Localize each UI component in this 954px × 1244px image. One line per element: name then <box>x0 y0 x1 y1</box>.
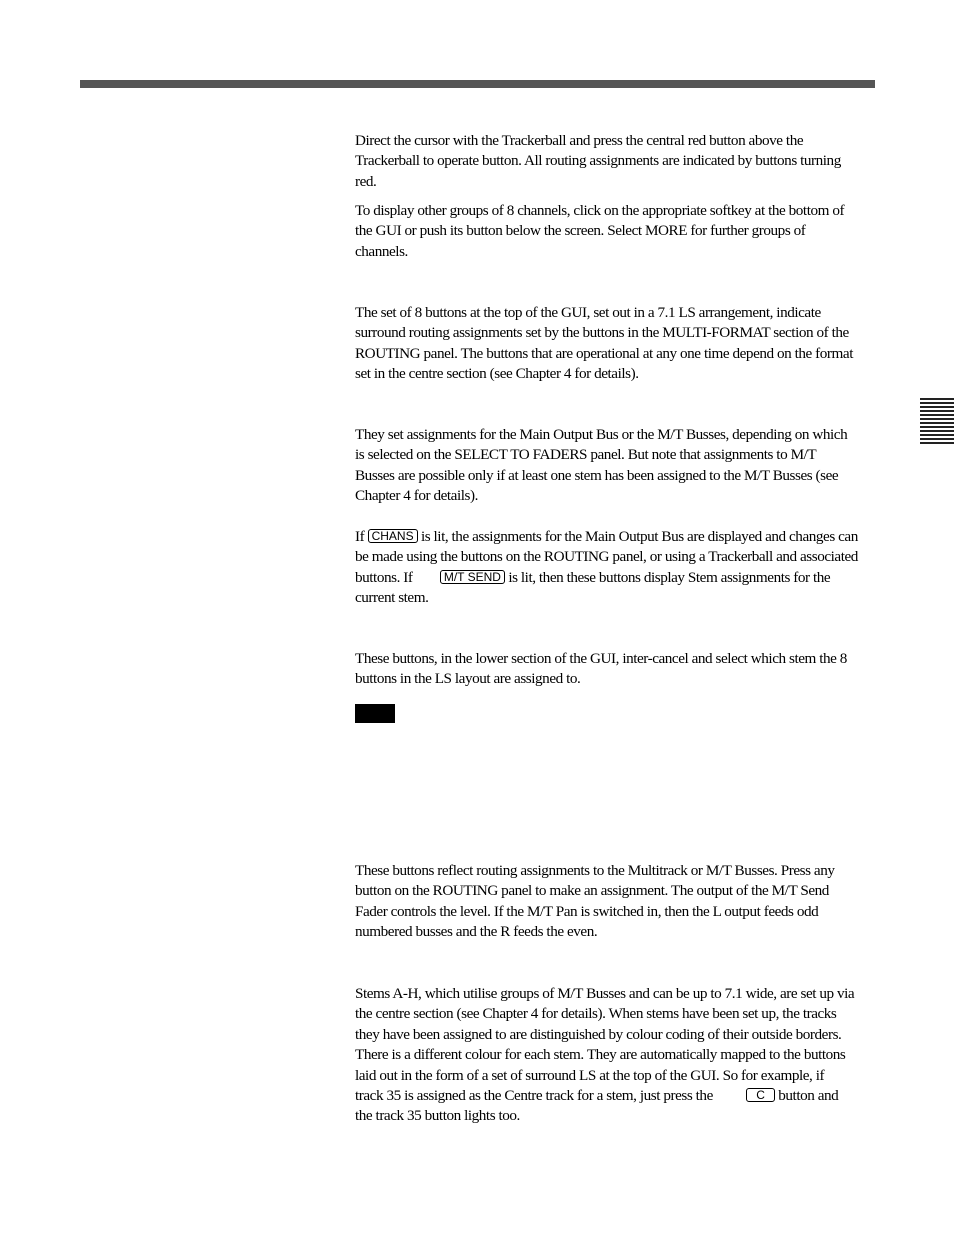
paragraph-text: They set assignments for the Main Output Bus or the M/T Busses, depending on which is selected on the SELECT TO FADERS panel. But note that assignments to M/T Busses are possible only if at least one stem has been assigned to the M/T Busses (see Chapter 4 for details). <box>355 426 848 505</box>
c-key: C <box>746 1088 775 1102</box>
header-rule <box>80 80 875 88</box>
paragraph-text: Direct the cursor with the Trackerball and press the central red button above the Trackerball to operate button. All routing assignments are indicated by buttons turning red. <box>355 132 841 190</box>
paragraph-trackerball <box>355 131 855 192</box>
paragraph-text: To display other groups of 8 channels, click on the appropriate softkey at the bottom of the GUI or push its button below the screen. Select MORE for further groups of channels. <box>355 202 845 260</box>
mt-send-key: M/T SEND <box>440 570 505 584</box>
paragraph-text: Stems A-H, which utilise groups of M/T Busses and can be up to 7.1 wide, are set up via the centre section (see Chapter 4 for details). When stems have been set up, the tracks they have been assigned to are distinguished by colour coding of their outside borders. There is a different colour for each stem. They are automatically mapped to the buttons laid out in the form of a set of surround LS at the top of the GUI. So for example, if track 35 is assigned as the Centre track for a stem, just press the <box>355 985 855 1105</box>
paragraph-stem-select <box>355 649 855 690</box>
paragraph-assignments <box>355 425 855 507</box>
paragraph-text: The set of 8 buttons at the top of the GUI, set out in a 7.1 LS arrangement, indicate surround routing assignments set by the buttons in the MULTI-FORMAT section of the ROUTING panel. The buttons that are operational at any one time depend on the format set in the centre section (see Chapter 4 for details). <box>355 304 853 383</box>
paragraph-stems <box>355 984 855 1127</box>
paragraph-channel-groups <box>355 201 855 262</box>
paragraph-text: button and the track 35 button lights too. <box>355 1087 839 1125</box>
paragraph-text: is lit, the assignments for the Main Output Bus are displayed and changes can be made using the buttons on the ROUTING panel, or using a Trackerball and associated buttons. If <box>355 528 858 586</box>
paragraph-ls-arrangement <box>355 303 855 385</box>
paragraph-text: These buttons, in the lower section of the GUI, inter-cancel and select which stem the 8 buttons in the LS layout are assigned to. <box>355 650 847 688</box>
paragraph-multitrack <box>355 861 855 943</box>
paragraph-chans-mtsend <box>355 527 870 609</box>
paragraph-text: If <box>355 528 365 545</box>
chapter-tab-marker <box>920 398 954 446</box>
chans-key: CHANS <box>368 529 418 543</box>
paragraph-text: is lit, then these buttons display Stem assignments for the current stem. <box>355 568 831 607</box>
note-marker <box>355 704 395 723</box>
paragraph-text: These buttons reflect routing assignments to the Multitrack or M/T Busses. Press any button on the ROUTING panel to make an assignment. The output of the M/T Send Fader controls the level. If the M/T Pan is switched in, then the L output feeds odd numbered busses and the R feeds the even. <box>355 862 835 941</box>
